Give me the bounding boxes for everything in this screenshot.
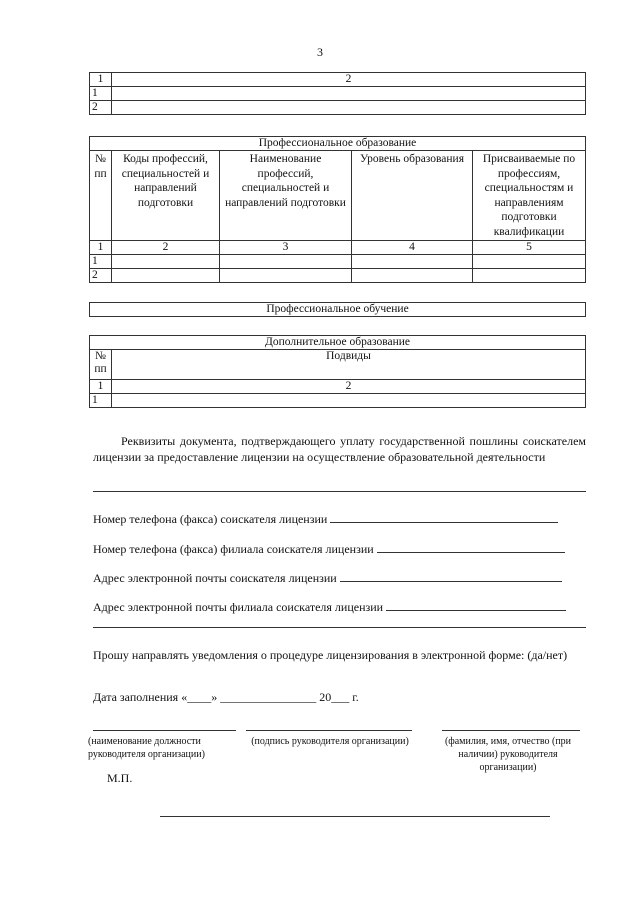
header-number: № пп (90, 350, 112, 380)
col-number: 1 (90, 241, 112, 255)
header-level: Уровень образования (352, 151, 473, 241)
col-number: 4 (352, 241, 473, 255)
table-row-number: 2 (90, 269, 112, 283)
prof-education-title: Профессиональное образование (90, 137, 586, 151)
prof-training-table (89, 302, 586, 317)
col-number: 3 (220, 241, 352, 255)
prof-training-title: Профессиональное обучение (90, 303, 586, 317)
table-cell[interactable] (352, 255, 473, 269)
position-caption: (наименование должности руководителя организации) (88, 736, 205, 760)
signature-line[interactable] (246, 730, 412, 731)
col-number-1: 1 (90, 73, 112, 87)
col-number-2: 2 (112, 73, 586, 87)
col-number: 2 (112, 241, 220, 255)
name-caption: (фамилия, имя, отчество (при наличии) руководителя организации) (444, 736, 572, 773)
page-number: 3 (317, 45, 323, 59)
header-names: Наименование профессий, специальностей и направлений подготовки (220, 151, 352, 241)
position-signature-line[interactable] (93, 730, 236, 731)
email-applicant-row (93, 570, 586, 586)
table-cell[interactable] (220, 255, 352, 269)
table-cell[interactable] (112, 269, 220, 283)
table-row-number: 1 (90, 255, 112, 269)
table-cell[interactable] (112, 255, 220, 269)
table-cell[interactable] (220, 269, 352, 283)
email-branch-input[interactable] (386, 600, 566, 611)
col-number: 5 (473, 241, 586, 255)
email-applicant-input[interactable] (340, 571, 562, 582)
table-continuation (89, 72, 586, 115)
table-row-number: 2 (90, 101, 112, 115)
table-row-number: 1 (90, 394, 112, 408)
bottom-line (160, 816, 550, 817)
phone-branch-row (93, 541, 586, 557)
header-number: № пп (90, 151, 112, 241)
phone-applicant-input[interactable] (330, 512, 558, 523)
phone-branch-input[interactable] (377, 542, 565, 553)
additional-education-table (89, 335, 586, 408)
table-cell[interactable] (112, 101, 586, 115)
extra-input-line[interactable] (93, 627, 586, 628)
table-row-number: 1 (90, 87, 112, 101)
email-applicant-label: Адрес электронной почты соискателя лицензии (93, 571, 337, 585)
stamp-label: М.П. (107, 771, 133, 785)
table-cell[interactable] (112, 394, 586, 408)
requisites-paragraph: Реквизиты документа, подтверждающего уплату государственной пошлины соискателем лицензии за предоставление лицензии на осуществление образовательной деятельности (93, 434, 586, 464)
name-signature-line[interactable] (442, 730, 580, 731)
phone-branch-label: Номер телефона (факса) филиала соискателя лицензии (93, 542, 374, 556)
additional-education-title: Дополнительное образование (90, 336, 586, 350)
col-number: 2 (112, 380, 586, 394)
notification-paragraph: Прошу направлять уведомления о процедуре лицензирования в электронной форме: (да/нет) (93, 648, 568, 662)
phone-applicant-label: Номер телефона (факса) соискателя лицензии (93, 512, 328, 526)
col-number: 1 (90, 380, 112, 394)
phone-applicant-row (93, 511, 586, 527)
table-cell[interactable] (352, 269, 473, 283)
table-cell[interactable] (112, 87, 586, 101)
table-cell[interactable] (473, 255, 586, 269)
header-subtypes: Подвиды (112, 350, 586, 380)
table-cell[interactable] (473, 269, 586, 283)
header-codes: Коды профессий, специальностей и направлений подготовки (112, 151, 220, 241)
email-branch-label: Адрес электронной почты филиала соискателя лицензии (93, 600, 384, 614)
date-row[interactable]: Дата заполнения «____» ________________ 20___ г. (93, 690, 359, 704)
email-branch-row (93, 599, 586, 615)
requisites-input-line[interactable] (93, 491, 586, 492)
signature-caption: (подпись руководителя организации) (251, 736, 409, 747)
header-qualifications: Присваиваемые по профессиям, специальностям и направлениям подготовки квалификации (473, 151, 586, 241)
prof-education-table (89, 136, 586, 283)
